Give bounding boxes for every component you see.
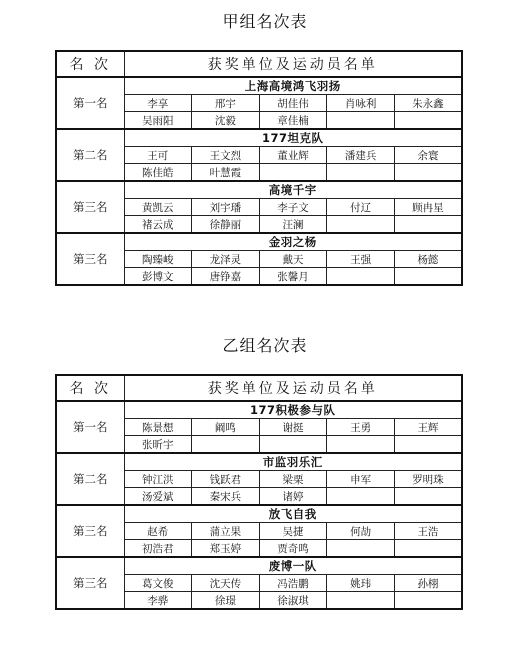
team-name: 金羽之杨: [124, 233, 462, 251]
entry-block: [56, 233, 462, 285]
player-name: 肖咏利: [327, 95, 395, 112]
player-name: 王可: [124, 147, 192, 164]
player-name: 潘建兵: [327, 147, 395, 164]
player-name: 何劼: [327, 523, 395, 540]
player-name: 王文烈: [192, 147, 260, 164]
player-name: 吴捷: [259, 523, 327, 540]
player-name: 钟江洪: [124, 471, 192, 488]
team-name: 177坦克队: [124, 129, 462, 147]
rank-label: 第三名: [56, 233, 124, 285]
player-name: 孙栩: [394, 575, 462, 592]
player-name: 顾冉星: [394, 199, 462, 216]
player-name: [394, 436, 462, 454]
player-name: 张馨月: [259, 268, 327, 286]
player-name: 戴天: [259, 251, 327, 268]
player-name: 陶臻峻: [124, 251, 192, 268]
player-name: 李子文: [259, 199, 327, 216]
player-name: 郑玉婷: [192, 540, 260, 558]
player-name: 陈佳皓: [124, 164, 192, 182]
team-name: 上海高境鸿飞羽扬: [124, 77, 462, 95]
entry-block: [56, 505, 462, 557]
player-name: [327, 164, 395, 182]
player-name: 黄凯云: [124, 199, 192, 216]
player-name: 胡佳伟: [259, 95, 327, 112]
player-name: 王辉: [394, 419, 462, 436]
player-name: [327, 540, 395, 558]
player-name: 沈毅: [192, 112, 260, 130]
player-name: 徐淑琪: [259, 592, 327, 610]
rank-label: 第二名: [56, 129, 124, 181]
player-name: 李骅: [124, 592, 192, 610]
player-name: 汤爱斌: [124, 488, 192, 506]
rank-label: 第一名: [56, 77, 124, 129]
team-name: 177积极参与队: [124, 401, 462, 419]
player-name: 徐静丽: [192, 216, 260, 234]
player-name: [192, 436, 260, 454]
player-name: 董业辉: [259, 147, 327, 164]
player-name: 杨懿: [394, 251, 462, 268]
player-name: 谢挺: [259, 419, 327, 436]
player-name: 王勇: [327, 419, 395, 436]
player-name: 邢宇: [192, 95, 260, 112]
player-name: 吴雨阳: [124, 112, 192, 130]
player-name: [394, 540, 462, 558]
player-name: 冯浩鹏: [259, 575, 327, 592]
player-name: 沈天传: [192, 575, 260, 592]
header-rank: 名 次: [56, 51, 124, 77]
player-name: [259, 164, 327, 182]
entry-block: [56, 401, 462, 453]
table-header-row: [56, 375, 462, 401]
rank-label: 第三名: [56, 181, 124, 233]
player-name: 罗明珠: [394, 471, 462, 488]
group-b-table: [55, 374, 463, 610]
player-name: [327, 436, 395, 454]
header-list: 获奖单位及运动员名单: [124, 51, 462, 77]
player-name: [259, 436, 327, 454]
group-a-title: 甲组名次表: [222, 12, 308, 31]
player-name: 贾奇鸣: [259, 540, 327, 558]
player-name: 阚鸣: [192, 419, 260, 436]
rank-label: 第三名: [56, 505, 124, 557]
player-name: 龙泽灵: [192, 251, 260, 268]
team-name: 放飞自我: [124, 505, 462, 523]
player-name: 赵希: [124, 523, 192, 540]
player-name: 朱永鑫: [394, 95, 462, 112]
player-name: 诸婷: [259, 488, 327, 506]
player-name: 葛文俊: [124, 575, 192, 592]
player-name: 王强: [327, 251, 395, 268]
player-name: 王浩: [394, 523, 462, 540]
entry-block: [56, 77, 462, 129]
player-name: [394, 488, 462, 506]
player-name: [327, 112, 395, 130]
player-name: 唐铮嘉: [192, 268, 260, 286]
group-a-table: [55, 50, 463, 286]
player-name: [327, 488, 395, 506]
player-name: 秦宋兵: [192, 488, 260, 506]
player-name: [327, 592, 395, 610]
rank-label: 第三名: [56, 557, 124, 609]
player-name: 陈景想: [124, 419, 192, 436]
player-name: 蒲立果: [192, 523, 260, 540]
player-name: 张昕宇: [124, 436, 192, 454]
header-list: 获奖单位及运动员名单: [124, 375, 462, 401]
rank-label: 第二名: [56, 453, 124, 505]
player-name: [327, 216, 395, 234]
group-b-title: 乙组名次表: [222, 336, 308, 355]
player-name: 汪澜: [259, 216, 327, 234]
player-name: 叶慧霞: [192, 164, 260, 182]
player-name: 申军: [327, 471, 395, 488]
player-name: [394, 112, 462, 130]
team-name: 高境千宇: [124, 181, 462, 199]
entry-block: [56, 129, 462, 181]
entry-block: [56, 557, 462, 609]
player-name: 李享: [124, 95, 192, 112]
team-name: 废博一队: [124, 557, 462, 575]
player-name: 刘宇璠: [192, 199, 260, 216]
player-name: [394, 216, 462, 234]
player-name: 钱跃君: [192, 471, 260, 488]
player-name: [394, 592, 462, 610]
player-name: 付辽: [327, 199, 395, 216]
player-name: 余寰: [394, 147, 462, 164]
team-name: 市监羽乐汇: [124, 453, 462, 471]
entry-block: [56, 181, 462, 233]
player-name: [327, 268, 395, 286]
table-header-row: [56, 51, 462, 77]
player-name: 章佳楠: [259, 112, 327, 130]
entry-block: [56, 453, 462, 505]
player-name: [394, 164, 462, 182]
header-rank: 名 次: [56, 375, 124, 401]
player-name: 梁栗: [259, 471, 327, 488]
rank-label: 第一名: [56, 401, 124, 453]
player-name: 徐璟: [192, 592, 260, 610]
player-name: 姚玮: [327, 575, 395, 592]
player-name: [394, 268, 462, 286]
player-name: 褚云成: [124, 216, 192, 234]
player-name: 初浩君: [124, 540, 192, 558]
player-name: 彭博文: [124, 268, 192, 286]
